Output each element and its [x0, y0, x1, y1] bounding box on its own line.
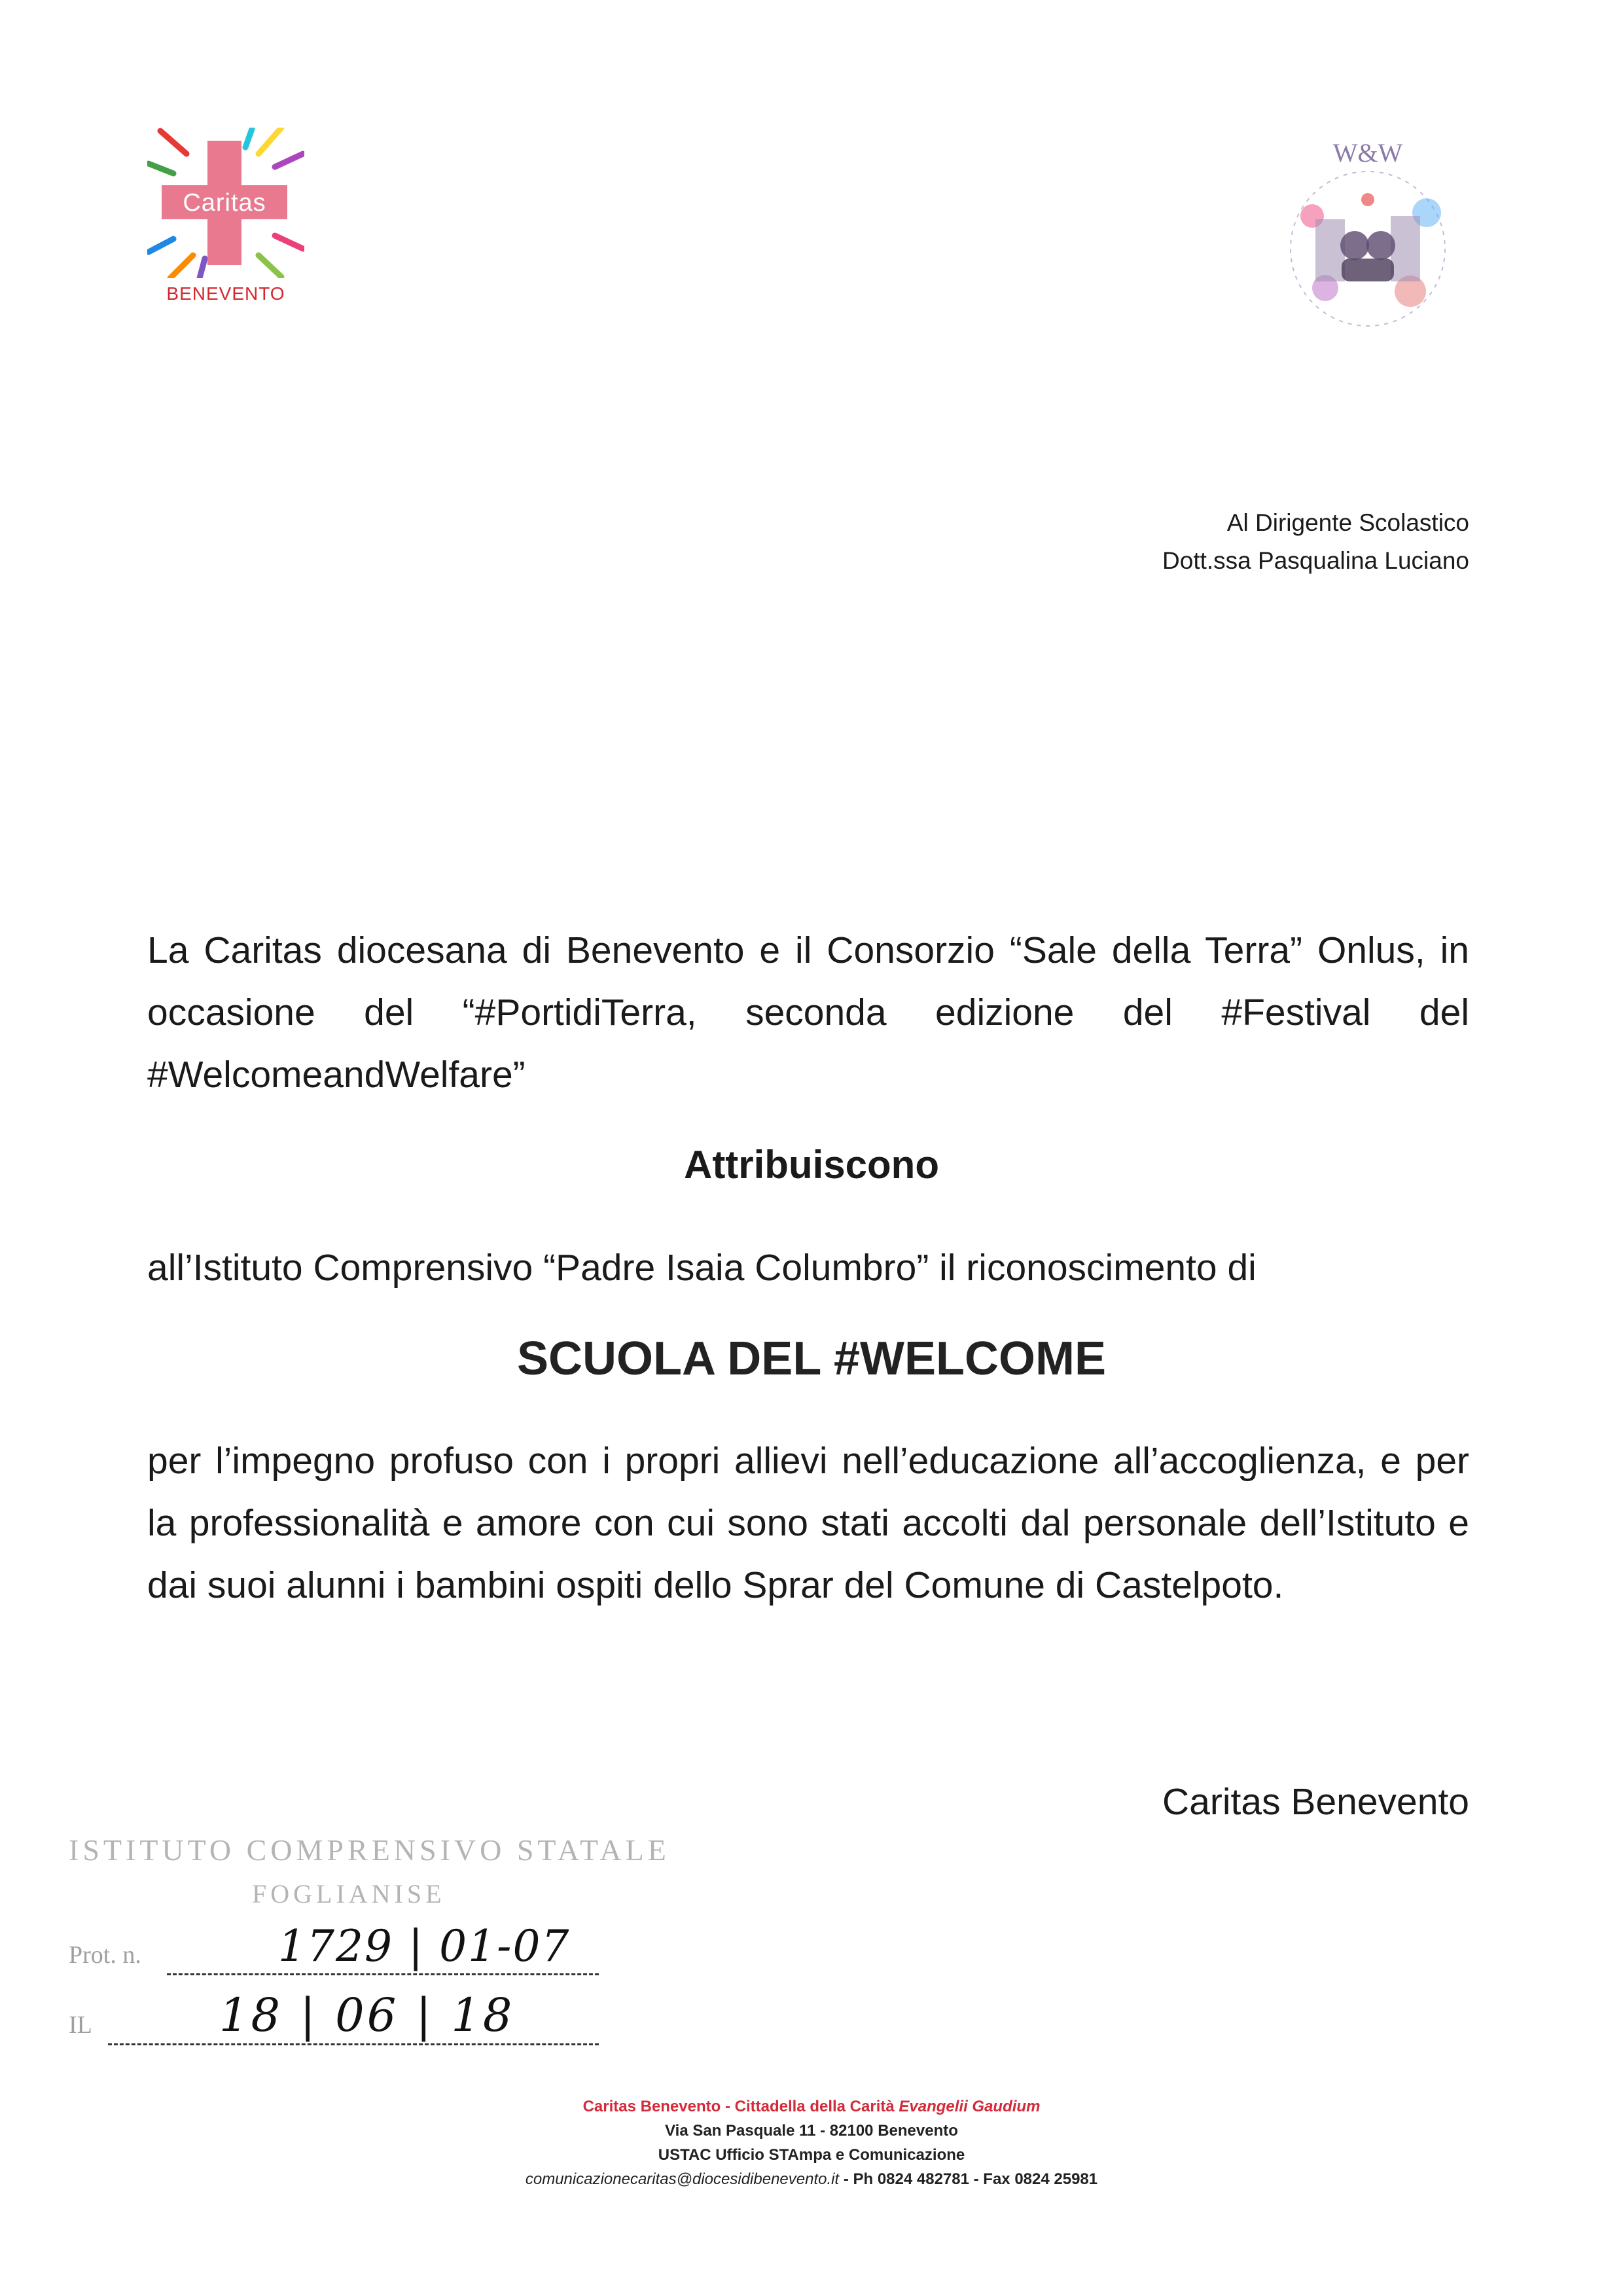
reason-paragraph: per l’impegno profuso con i propri allievi nell’educazione all’accoglienza, e per la professionalità e amore con cui sono stati accolti dal personale dell’Istituto e dai suoi alunni i bambini ospiti dello Sprar del Comune di Castelpoto.	[147, 1440, 1469, 1606]
intro-paragraph: La Caritas diocesana di Benevento e il Consorzio “Sale della Terra” Onlus, in occasione del “#PortidiTerra, seconda edizione del #Festival del #WelcomeandWelfare”	[147, 929, 1469, 1096]
footer-address: Via San Pasquale 11 - 82100 Benevento	[665, 2122, 958, 2140]
footer-org-line	[0, 2094, 1623, 2119]
recipient-block	[1162, 504, 1469, 580]
stamp-town: FOGLIANISE	[252, 1879, 446, 1909]
stamp-date-value: 18 | 06 | 18	[219, 1988, 515, 2042]
footer-org-motto: Evangelii Gaudium	[899, 2098, 1041, 2115]
welcome-emblem-icon	[1266, 137, 1469, 334]
caritas-logo-city: BENEVENTO	[166, 283, 285, 304]
award-line: all’Istituto Comprensivo “Padre Isaia Columbro” il riconoscimento di	[147, 1247, 1257, 1289]
stamp-prot-label: Prot. n.	[69, 1941, 141, 1969]
footer-office: USTAC Ufficio STAmpa e Comunicazione	[658, 2146, 965, 2164]
footer-contacts	[0, 2167, 1623, 2191]
protocol-stamp	[62, 1833, 670, 2068]
stamp-date-label: IL	[69, 2011, 92, 2039]
caritas-logo	[147, 128, 304, 311]
award-title: SCUOLA DEL #WELCOME	[516, 1333, 1107, 1385]
footer-phone-fax: - Ph 0824 482781 - Fax 0824 25981	[839, 2170, 1098, 2188]
stamp-prot-line	[167, 1973, 599, 1975]
caritas-logo-word: Caritas	[183, 189, 266, 217]
recipient-title: Al Dirigente Scolastico	[1226, 509, 1469, 536]
stamp-prot-number: 1729 | 01-07	[278, 1921, 571, 1971]
signature: Caritas Benevento	[1162, 1781, 1469, 1823]
stamp-date-line	[108, 2043, 599, 2045]
recipient-name: Dott.ssa Pasqualina Luciano	[1162, 547, 1469, 574]
footer-email: comunicazionecaritas@diocesidibenevento.it	[525, 2170, 840, 2188]
footer-org-name: Caritas Benevento - Cittadella della Carità	[582, 2098, 899, 2115]
ww-logo-mark: W&W	[1332, 138, 1403, 168]
welcome-welfare-logo	[1266, 137, 1469, 334]
stamp-school-name: ISTITUTO COMPRENSIVO STATALE	[69, 1833, 670, 1867]
attribution-heading: Attribuiscono	[684, 1143, 939, 1187]
footer	[0, 2094, 1623, 2191]
